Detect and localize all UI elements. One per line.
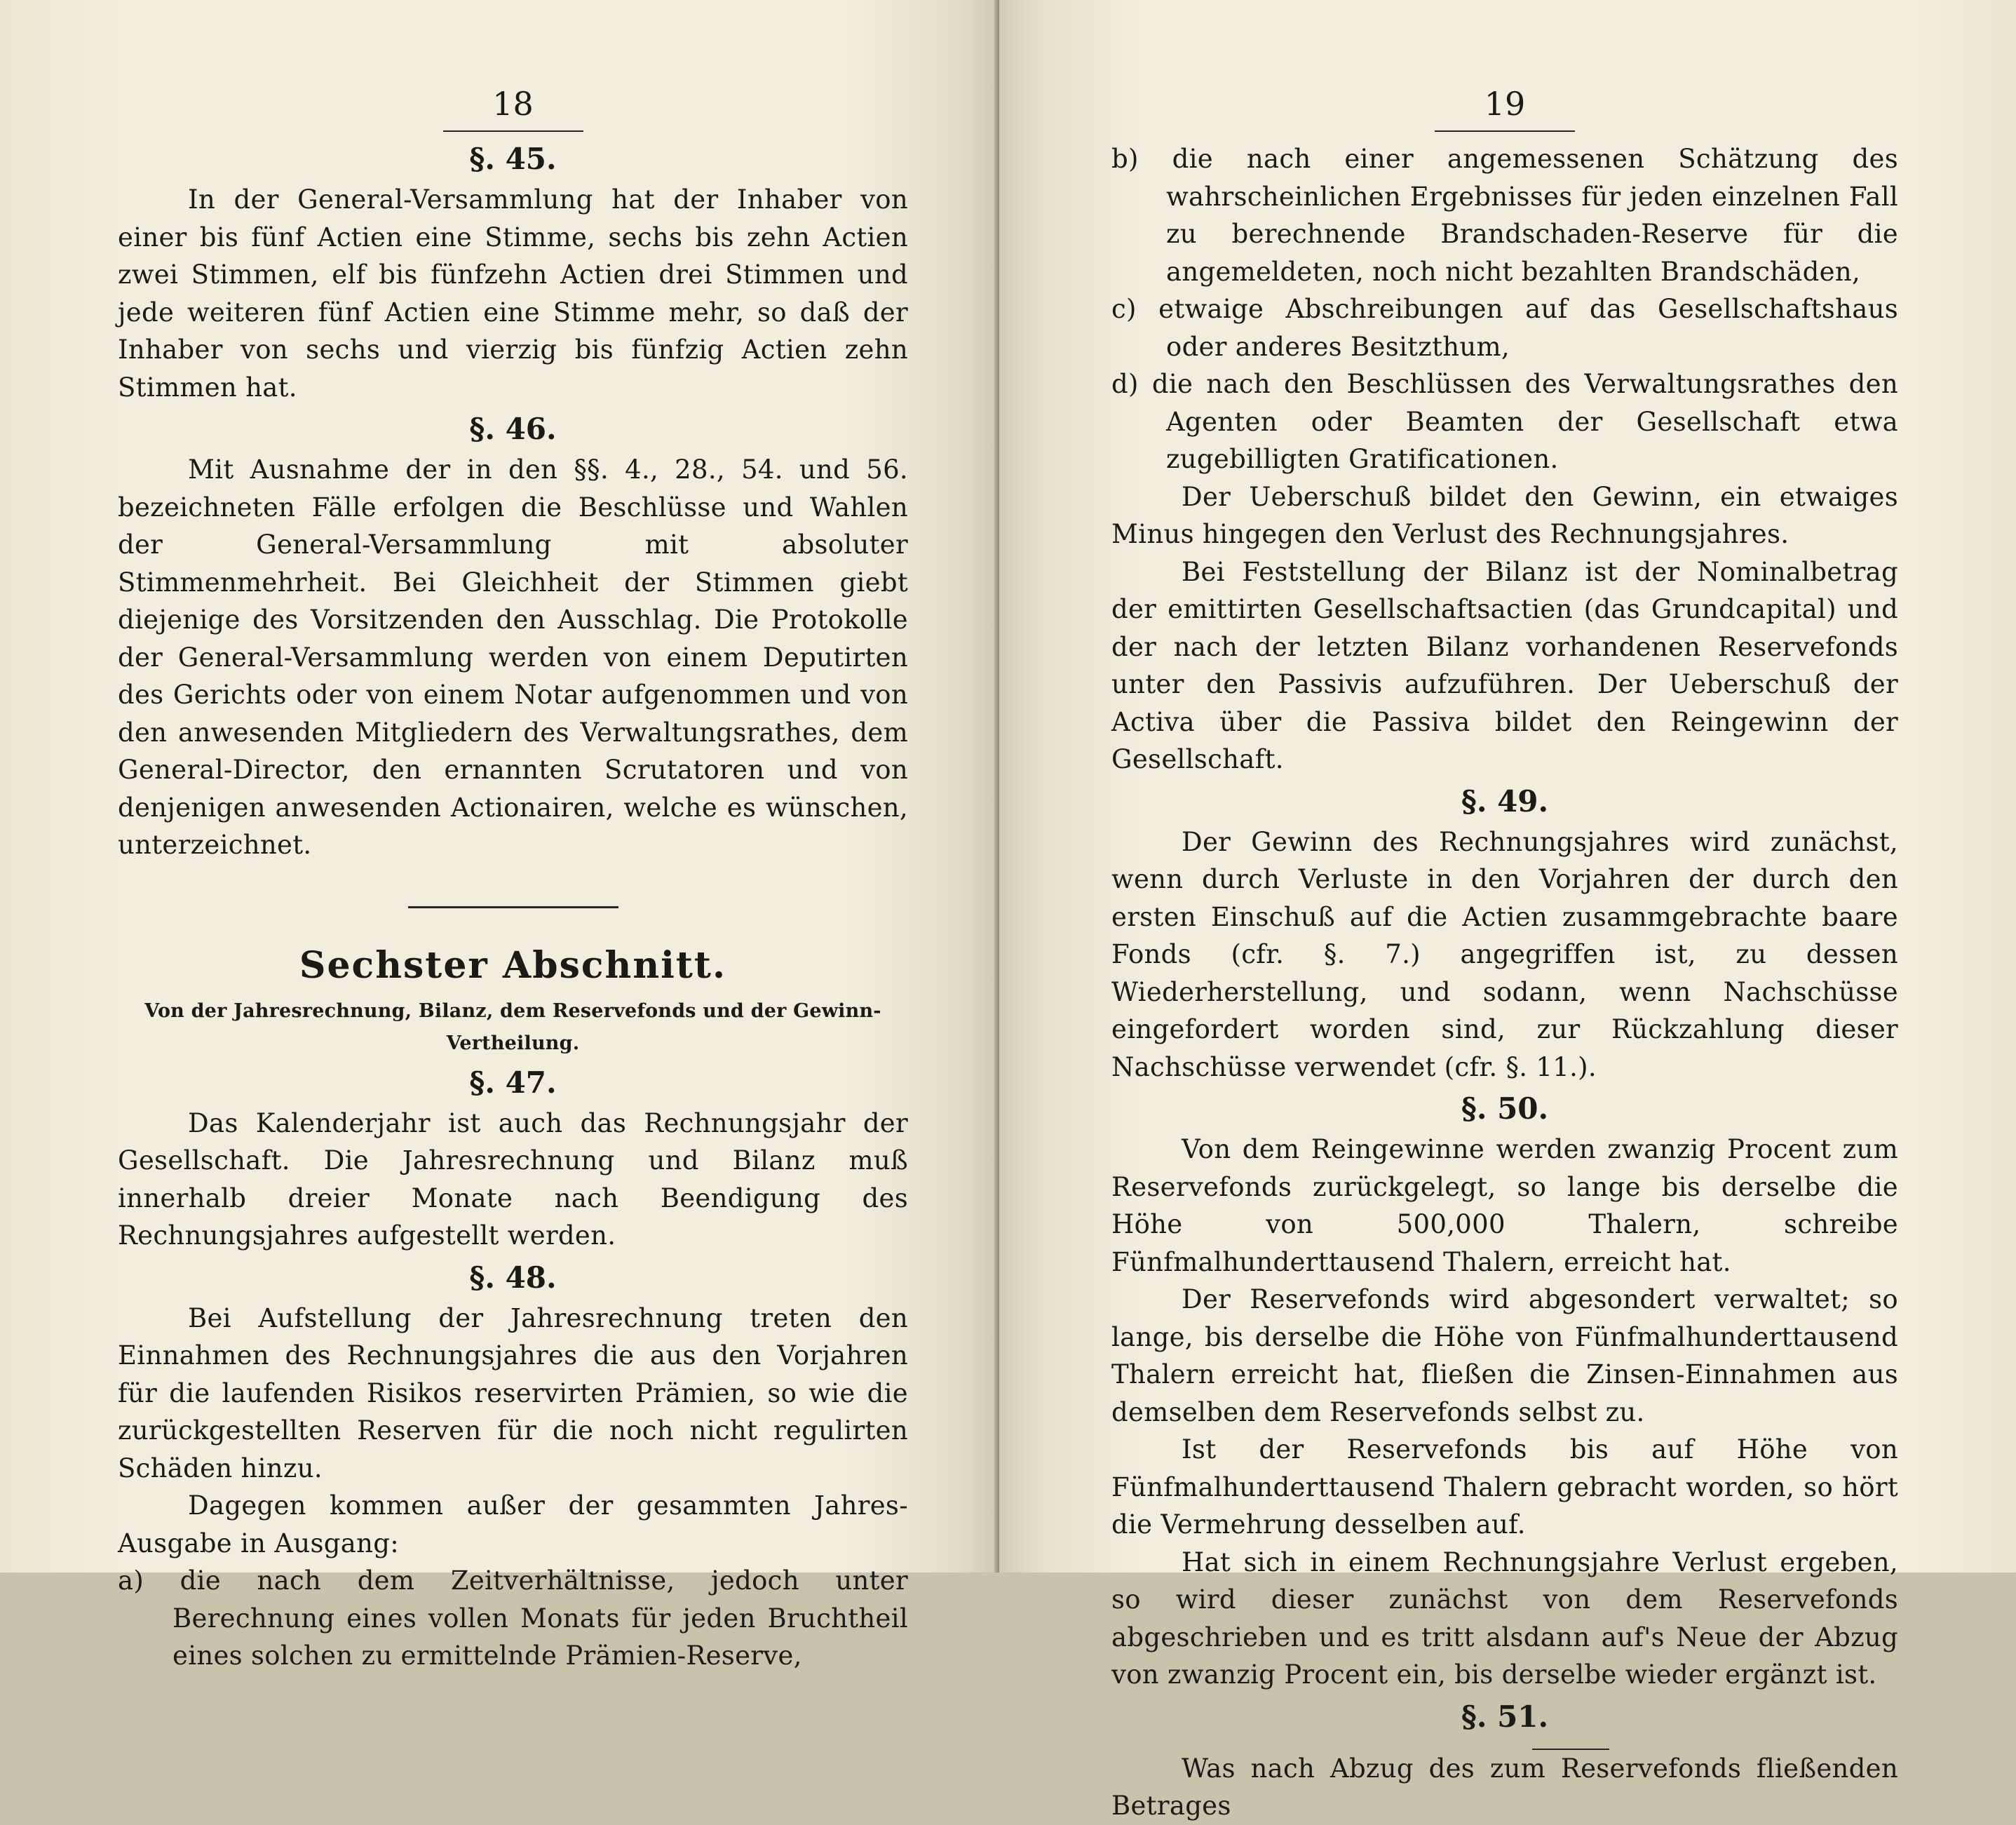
paragraph: Von dem Reingewinne werden zwanzig Procent zum Reservefonds zurückgelegt, so lange bis derselbe die Höhe von 500,000 Thalern, schreibe Fünfmalhunderttausend Thalern, erreicht hat.	[1111, 1134, 1898, 1277]
chapter-title: Sechster Abschnitt.	[299, 943, 727, 987]
header-rule	[443, 130, 583, 132]
section-heading: §. 50.	[1461, 1091, 1549, 1126]
section-heading: §. 51.	[1461, 1699, 1549, 1734]
page-body	[118, 140, 908, 1675]
section-heading: §. 45.	[469, 142, 557, 176]
paragraph: Dagegen kommen außer der gesammten Jahres-Ausgabe in Ausgang:	[118, 1490, 908, 1558]
page-number: 18	[492, 85, 534, 123]
list-item: b) die nach einer angemessenen Schätzung des wahrscheinlichen Ergebnisses für jeden einzelnen Fall zu berechnende Brandschaden-Reserve für die angemeldeten, noch nicht bezahlten Brandschäden,	[1111, 144, 1898, 287]
paragraph: In der General-Versammlung hat der Inhaber von einer bis fünf Actien eine Stimme, sechs bis zehn Actien zwei Stimmen, elf bis fünfzehn Actien drei Stimmen und jede weiteren fünf Actien eine Stimme mehr, so daß der Inhaber von sechs und vierzig bis fünfzig Actien zehn Stimmen hat.	[118, 184, 908, 403]
chapter-subtitle: Von der Jahresrechnung, Bilanz, dem Reservefonds und der Gewinn-Vertheilung.	[144, 999, 881, 1054]
page-number: 19	[1484, 85, 1526, 123]
divider	[408, 906, 618, 908]
list-item: a) die nach dem Zeitverhältnisse, jedoch unter Berechnung eines vollen Monats für jeden Bruchtheil eines solchen zu ermittelnde Prämien-Reserve,	[118, 1565, 908, 1671]
page-body	[1111, 140, 1898, 1825]
paragraph: Bei Aufstellung der Jahresrechnung treten den Einnahmen des Rechnungsjahres die aus den Vorjahren für die laufenden Risikos reservirten Prämien, so wie die zurückgestellten Reserven für die noch nicht regulirten Schäden hinzu.	[118, 1302, 908, 1483]
list-item: d) die nach den Beschlüssen des Verwaltungsrathes den Agenten oder Beamten der Gesellschaft etwa zugebilligten Gratificationen.	[1111, 369, 1898, 474]
paragraph: Was nach Abzug des zum Reservefonds fließenden Betrages	[1111, 1753, 1898, 1821]
paragraph: Ist der Reservefonds bis auf Höhe von Fünfmalhunderttausend Thalern gebracht worden, so hört die Vermehrung desselben auf.	[1111, 1434, 1898, 1540]
section-heading: §. 46.	[469, 412, 557, 446]
right-page	[999, 0, 2016, 1821]
section-heading: §. 49.	[1461, 783, 1549, 819]
left-page	[0, 0, 999, 1671]
paragraph: Mit Ausnahme der in den §§. 4., 28., 54. und 56. bezeichneten Fälle erfolgen die Beschlüsse und Wahlen der General-Versammlung mit absoluter Stimmenmehrheit. Bei Gleichheit der Stimmen giebt diejenige des Vorsitzenden den Ausschlag. Die Protokolle der General-Versammlung werden von einem Deputirten des Gerichts oder von einem Notar aufgenommen und von den anwesenden Mitgliedern des Verwaltungsrathes, dem General-Director, den ernannten Scrutatoren und von denjenigen anwesenden Actionairen, welche es wünschen, unterzeichnet.	[118, 454, 908, 860]
paragraph: Hat sich in einem Rechnungsjahre Verlust ergeben, so wird dieser zunächst von dem Reservefonds abgeschrieben und es tritt alsdann auf's Neue der Abzug von zwanzig Procent ein, bis derselbe wieder ergänzt ist.	[1111, 1547, 1898, 1690]
header-rule	[1435, 130, 1575, 132]
paragraph: Der Reservefonds wird abgesondert verwaltet; so lange, bis derselbe die Höhe von Fünfmalhunderttausend Thalern erreicht hat, fließen die Zinsen-Einnahmen aus demselben dem Reservefonds selbst zu.	[1111, 1284, 1898, 1427]
paragraph: Der Ueberschuß bildet den Gewinn, ein etwaiges Minus hingegen den Verlust des Rechnungsjahres.	[1111, 481, 1898, 549]
paragraph: Der Gewinn des Rechnungsjahres wird zunächst, wenn durch Verluste in den Vorjahren der durch den ersten Einschuß auf die Actien zusammgebrachte baare Fonds (cfr. §. 7.) angegriffen ist, zu dessen Wiederherstellung, und sodann, wenn Nachschüsse eingefordert worden sind, zur Rückzahlung dieser Nachschüsse verwendet (cfr. §. 11.).	[1111, 826, 1898, 1082]
paragraph: Das Kalenderjahr ist auch das Rechnungsjahr der Gesellschaft. Die Jahresrechnung und Bilanz muß innerhalb dreier Monate nach Beendigung des Rechnungsjahres aufgestellt werden.	[118, 1107, 908, 1251]
list-item: c) etwaige Abschreibungen auf das Gesellschaftshaus oder anderes Besitzthum,	[1111, 294, 1898, 362]
section-heading: §. 47.	[469, 1065, 557, 1100]
section-heading: §. 48.	[469, 1260, 557, 1295]
paragraph: Bei Feststellung der Bilanz ist der Nominalbetrag der emittirten Gesellschaftsactien (das Grundcapital) und der nach der letzten Bilanz vorhandenen Reservefonds unter den Passivis aufzuführen. Der Ueberschuß der Activa über die Passiva bildet den Reingewinn der Gesellschaft.	[1111, 556, 1898, 774]
